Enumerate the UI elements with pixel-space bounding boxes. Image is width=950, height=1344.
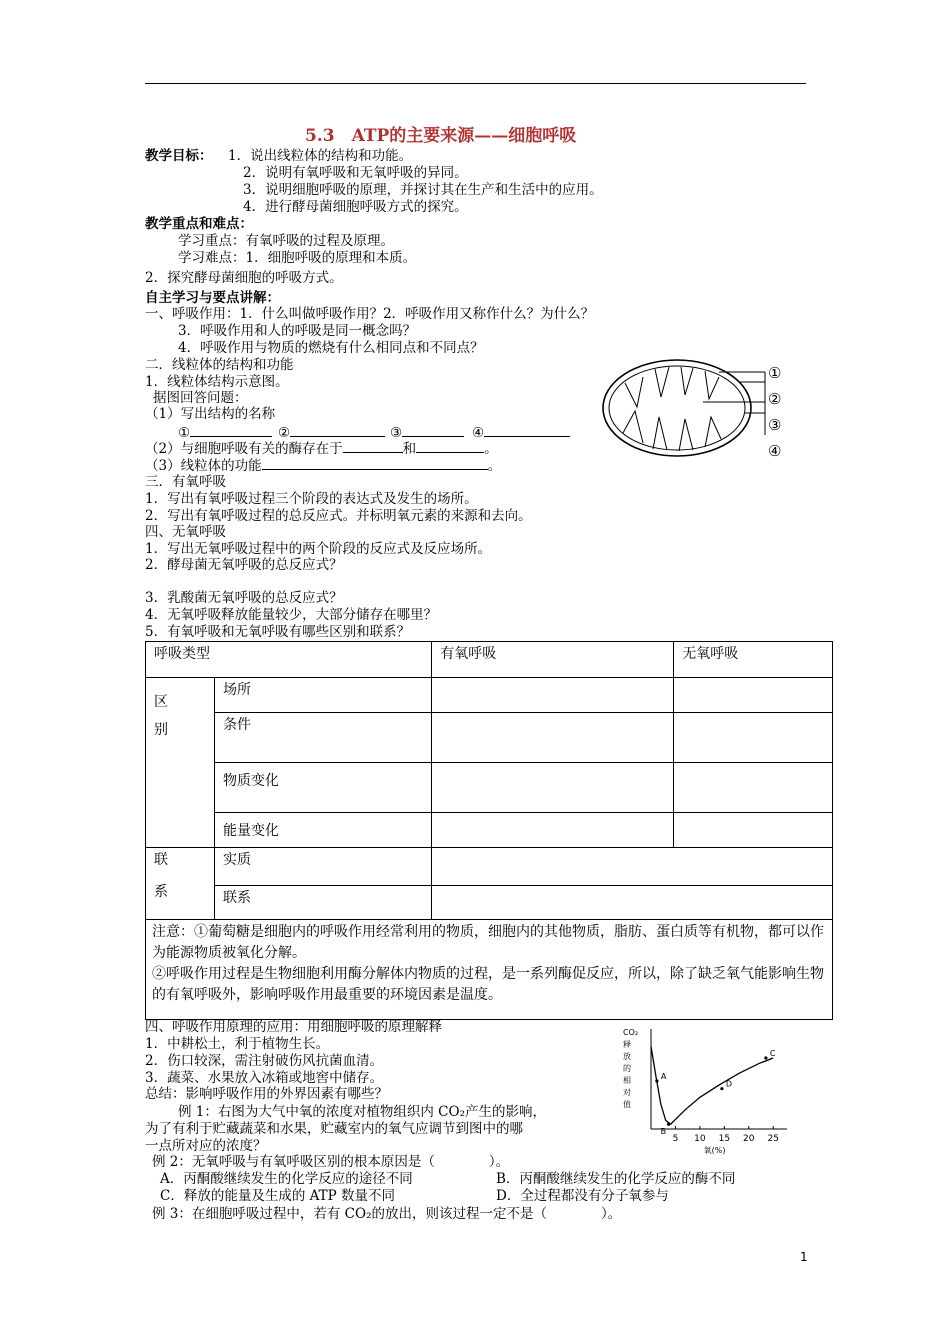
point-c	[764, 1056, 767, 1059]
objective-4: 4．进行酵母菌细胞呼吸方式的探究。	[243, 199, 468, 215]
label-4: ④	[472, 425, 485, 441]
s2-q1b: （1）写出结构的名称	[145, 406, 276, 422]
s3-q1: 1．写出有氧呼吸过程三个阶段的表达式及发生的场所。	[145, 491, 478, 507]
app-heading: 四、呼吸作用原理的应用：用细胞呼吸的原理解释	[145, 1019, 442, 1035]
inner-membrane	[609, 366, 745, 450]
diagram-label-2: ②	[768, 390, 782, 408]
s4-q2: 2．酵母菌无氧呼吸的总反应式？	[145, 557, 343, 573]
point-b	[667, 1123, 670, 1126]
blank-2[interactable]	[290, 424, 385, 437]
note-2: ②呼吸作用过程是生物细胞利用酶分解体内物质的过程，是一系列酶促反应，所以，除了缺乏氧气能影响生物的有氧呼吸外，影响呼吸作用最重要的环境因素是温度。	[152, 966, 824, 1003]
s2-q1: 1．线粒体结构示意图。	[145, 374, 289, 390]
x-tick-label: 25	[767, 1134, 779, 1144]
s4-q3: 3．乳酸菌无氧呼吸的总反应式？	[145, 590, 343, 606]
s1-line2: 3．呼吸作用和人的呼吸是同一概念吗？	[178, 323, 417, 339]
page-title: 5.3 ATP的主要来源——细胞呼吸	[305, 126, 577, 146]
s3-q2: 2．写出有氧呼吸过程的总反应式。并标明氧元素的来源和去向。	[145, 508, 532, 524]
objective-2: 2．说明有氧呼吸和无氧呼吸的异同。	[243, 165, 468, 181]
ex1-line3: 一点所对应的浓度？	[145, 1138, 267, 1154]
mitochondrion-diagram	[595, 355, 820, 470]
row-place: 场所	[215, 678, 432, 713]
app-item-1: 1．中耕松土，利于植物生长。	[145, 1036, 330, 1052]
ex1-line2: 为了有利于贮藏蔬菜和水果，贮藏室内的氧气应调节到图中的哪	[145, 1121, 523, 1137]
cell-link[interactable]	[432, 886, 833, 920]
x-axis-label: 氧(%)	[703, 1146, 726, 1155]
y-axis-label: CO₂	[623, 1028, 639, 1037]
s4-q1: 1．写出无氧呼吸过程中的两个阶段的反应式及反应场所。	[145, 541, 492, 557]
s1-line3: 4．呼吸作用与物质的燃烧有什么相同点和不同点？	[178, 340, 484, 356]
diff-label-1: 区	[154, 694, 168, 710]
app-summary: 总结：影响呼吸作用的外界因素有哪些？	[145, 1086, 388, 1102]
y-axis-label: 对	[623, 1088, 631, 1097]
diagram-label-4: ④	[768, 442, 782, 460]
keypoints-heading: 教学重点和难点：	[145, 216, 253, 232]
s3-heading: 三．有氧呼吸	[145, 474, 226, 490]
header-aerobic: 有氧呼吸	[432, 642, 674, 678]
cell-condition-aerobic[interactable]	[432, 713, 674, 763]
s2-q2-end: 。	[484, 441, 498, 457]
ex2-question: 例 2：无氧呼吸与有氧呼吸区别的根本原因是（ ）。	[152, 1154, 510, 1170]
row-material: 物质变化	[215, 763, 432, 813]
point-label-b: B	[660, 1127, 667, 1137]
y-axis-label: 放	[623, 1052, 631, 1061]
point-label-c: C	[769, 1048, 776, 1058]
point-a	[655, 1079, 658, 1082]
table-header-row	[146, 642, 833, 678]
note-1: 注意：①葡萄糖是细胞内的呼吸作用经常利用的物质，细胞内的其他物质，脂肪、蛋白质等有机物，都可以作为能源物质被氧化分解。	[152, 924, 824, 961]
diagram-label-1: ①	[768, 364, 782, 382]
s2-q2	[145, 440, 498, 457]
table-note-row	[146, 920, 833, 1020]
y-axis-label: 值	[623, 1100, 631, 1109]
point-label-d: D	[725, 1079, 733, 1089]
keypoint-focus: 学习重点：有氧呼吸的过程及原理。	[178, 233, 394, 249]
link-label	[146, 848, 215, 920]
cell-energy-anaerobic[interactable]	[674, 813, 833, 848]
blank-function[interactable]	[262, 457, 488, 470]
header-anaerobic: 无氧呼吸	[674, 642, 833, 678]
blank-3-label	[390, 424, 464, 441]
blank-enzyme-1[interactable]	[343, 440, 403, 453]
table-note	[146, 920, 833, 1020]
row-essence: 实质	[215, 848, 432, 886]
ex1-line1: 例 1：右图为大气中氧的浓度对植物组织内 CO₂产生的影响，	[178, 1104, 546, 1120]
x-tick-label: 15	[718, 1134, 731, 1144]
blank-enzyme-2[interactable]	[416, 440, 484, 453]
blank-1[interactable]	[190, 424, 272, 437]
blank-1-label	[178, 424, 272, 441]
s1-line1: 一、呼吸作用：1．什么叫做呼吸作用？2．呼吸作用又称作什么？为什么？	[145, 306, 595, 322]
table-row	[146, 886, 833, 920]
cell-place-aerobic[interactable]	[432, 678, 674, 713]
y-axis-label: 相	[623, 1076, 631, 1085]
s2-q2-and: 和	[402, 441, 417, 457]
ex3-question: 例 3：在细胞呼吸过程中，若有 CO₂的放出，则该过程一定不是（ ）。	[152, 1206, 622, 1222]
diff-label-2: 别	[154, 722, 168, 738]
label-2: ②	[278, 425, 291, 441]
header-type: 呼吸类型	[146, 642, 432, 678]
s4-q5: 5．有氧呼吸和无氧呼吸有哪些区别和联系？	[145, 624, 411, 640]
table-row	[146, 848, 833, 886]
co2-curve	[651, 1046, 773, 1124]
ex2-option-d[interactable]: D．全过程都没有分子氧参与	[496, 1188, 669, 1204]
x-tick-label: 5	[672, 1134, 679, 1144]
ex2-option-c[interactable]: C．释放的能量及生成的 ATP 数量不同	[160, 1188, 396, 1204]
s2-q3-text: （3）线粒体的功能	[145, 458, 262, 474]
s2-q3	[145, 457, 501, 474]
table-row	[146, 813, 833, 848]
table-row	[146, 763, 833, 813]
cell-place-anaerobic[interactable]	[674, 678, 833, 713]
s4-q4: 4．无氧呼吸释放能量较少，大部分储存在哪里？	[145, 607, 438, 623]
label-3: ③	[390, 425, 403, 441]
header-rule	[145, 83, 806, 84]
s2-q2-text: （2）与细胞呼吸有关的酶存在于	[145, 441, 343, 457]
objective-3: 3．说明细胞呼吸的原理，并探讨其在生产和生活中的应用。	[243, 182, 603, 198]
point-label-a: A	[660, 1072, 667, 1081]
keypoint-difficulty: 学习难点：1．细胞呼吸的原理和本质。	[178, 250, 417, 266]
cristae	[623, 367, 721, 451]
objective-1: 1．说出线粒体的结构和功能。	[228, 148, 413, 164]
cell-condition-anaerobic[interactable]	[674, 713, 833, 763]
label-1: ①	[178, 425, 191, 441]
cell-material-aerobic[interactable]	[432, 763, 674, 813]
link-label-2: 系	[154, 884, 168, 900]
row-condition: 条件	[215, 713, 432, 763]
objectives-heading: 教学目标：	[145, 148, 213, 164]
row-energy: 能量变化	[215, 813, 432, 848]
cell-energy-aerobic[interactable]	[432, 813, 674, 848]
blank-2-label	[278, 424, 385, 441]
table-row	[146, 678, 833, 713]
study-heading: 自主学习与要点讲解：	[145, 290, 280, 306]
page-number: 1	[800, 1250, 808, 1264]
x-tick-label: 20	[743, 1134, 755, 1144]
x-tick-label: 10	[694, 1134, 706, 1144]
ex2-option-b[interactable]: B．丙酮酸继续发生的化学反应的酶不同	[496, 1171, 736, 1187]
diff-label	[146, 678, 215, 848]
table-row	[146, 713, 833, 763]
s2-heading: 二．线粒体的结构和功能	[145, 357, 294, 373]
app-item-3: 3．蔬菜、水果放入冰箱或地窖中储存。	[145, 1070, 384, 1086]
blank-4[interactable]	[484, 424, 570, 437]
keypoint-difficulty-2: 2．探究酵母菌细胞的呼吸方式。	[145, 270, 343, 286]
y-axis-label: 的	[623, 1064, 631, 1073]
outer-membrane	[603, 360, 751, 456]
blank-4-label	[472, 424, 570, 441]
oxygen-co2-chart	[615, 1025, 795, 1155]
ex2-option-a[interactable]: A．丙酮酸继续发生的化学反应的途径不同	[160, 1171, 413, 1187]
s2-q3-end: 。	[487, 458, 502, 474]
link-label-1: 联	[154, 852, 168, 868]
diagram-label-3: ③	[768, 416, 782, 434]
cell-essence[interactable]	[432, 848, 833, 886]
row-link: 联系	[215, 886, 432, 920]
comparison-table	[145, 641, 833, 1020]
app-item-2: 2．伤口较深，需注射破伤风抗菌血清。	[145, 1053, 384, 1069]
s4-heading: 四、无氧呼吸	[145, 524, 226, 540]
blank-3[interactable]	[402, 424, 464, 437]
point-d	[720, 1087, 723, 1090]
s2-q1a: 据图回答问题：	[153, 390, 248, 406]
y-axis-label: 释	[623, 1040, 631, 1049]
cell-material-anaerobic[interactable]	[674, 763, 833, 813]
